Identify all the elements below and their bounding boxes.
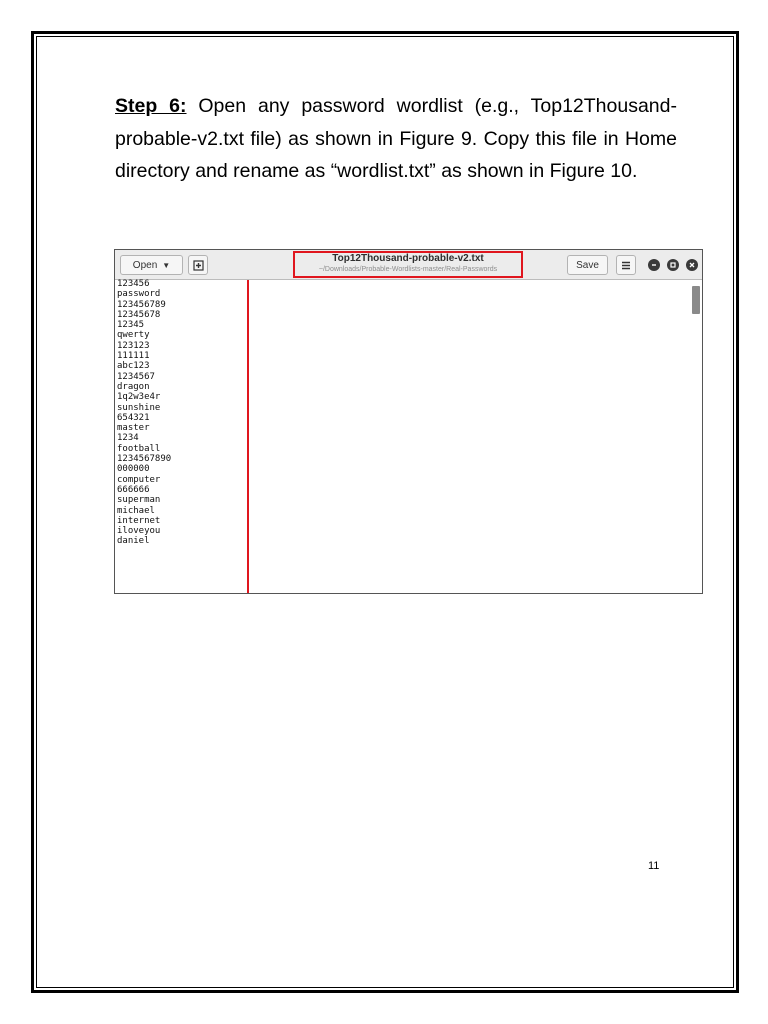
file-line: 123456789 xyxy=(117,299,166,310)
new-document-icon xyxy=(193,260,204,271)
close-icon xyxy=(688,261,696,269)
file-line: 12345678 xyxy=(117,309,161,320)
file-line: dragon xyxy=(117,381,150,392)
file-content[interactable] xyxy=(117,279,171,547)
hamburger-menu-icon xyxy=(621,261,631,270)
minimize-icon xyxy=(650,261,658,269)
open-button[interactable] xyxy=(120,255,183,275)
scrollbar-thumb[interactable] xyxy=(692,286,700,314)
document-path: ~/Downloads/Probable-Wordlists-master/Real-Passwords xyxy=(318,266,498,273)
file-line: 1234567890 xyxy=(117,454,172,465)
file-line: internet xyxy=(117,515,161,526)
step-label: Step 6: xyxy=(115,95,187,117)
file-line: master xyxy=(117,423,150,434)
text-editor-screenshot xyxy=(114,249,703,594)
file-line: 123456 xyxy=(117,279,150,289)
open-button-label: Open xyxy=(132,259,158,271)
file-line: 666666 xyxy=(117,484,150,495)
title-highlight-box xyxy=(293,251,523,278)
file-line: football xyxy=(117,443,161,454)
file-line: 1q2w3e4r xyxy=(117,392,161,403)
menu-button[interactable] xyxy=(616,255,636,275)
file-line: 654321 xyxy=(117,412,150,423)
file-line: michael xyxy=(117,505,155,516)
close-button[interactable] xyxy=(686,259,698,271)
file-line: 12345 xyxy=(117,320,145,331)
file-line: iloveyou xyxy=(117,526,161,537)
minimize-button[interactable] xyxy=(648,259,660,271)
file-line: password xyxy=(117,289,161,300)
maximize-icon xyxy=(669,261,677,269)
file-line: superman xyxy=(117,495,161,506)
page-number: 11 xyxy=(648,860,660,872)
file-line: daniel xyxy=(117,536,150,547)
file-line: 1234567 xyxy=(117,371,155,382)
file-line: 000000 xyxy=(117,464,150,475)
document-title: Top12Thousand-probable-v2.txt xyxy=(332,253,484,264)
new-document-button[interactable] xyxy=(188,255,208,275)
file-line: qwerty xyxy=(117,330,150,341)
highlight-line xyxy=(247,280,249,594)
instruction-paragraph xyxy=(115,90,677,188)
file-line: 123123 xyxy=(117,340,150,351)
maximize-button[interactable] xyxy=(667,259,679,271)
file-line: sunshine xyxy=(117,402,161,413)
save-button[interactable]: Save xyxy=(567,255,608,275)
chevron-down-icon: ▼ xyxy=(162,260,171,270)
file-line: 111111 xyxy=(117,351,150,362)
editor-header-bar xyxy=(115,250,702,280)
instruction-text: Open any password wordlist (e.g., Top12Thousand-probable-v2.txt file) as shown in Figure 9. Copy this file in Home directory and rename as “wordlist.txt” as shown in Figure 10. xyxy=(115,95,677,182)
file-line: 1234 xyxy=(117,433,139,444)
file-line: computer xyxy=(117,474,161,485)
file-line: abc123 xyxy=(117,361,150,372)
